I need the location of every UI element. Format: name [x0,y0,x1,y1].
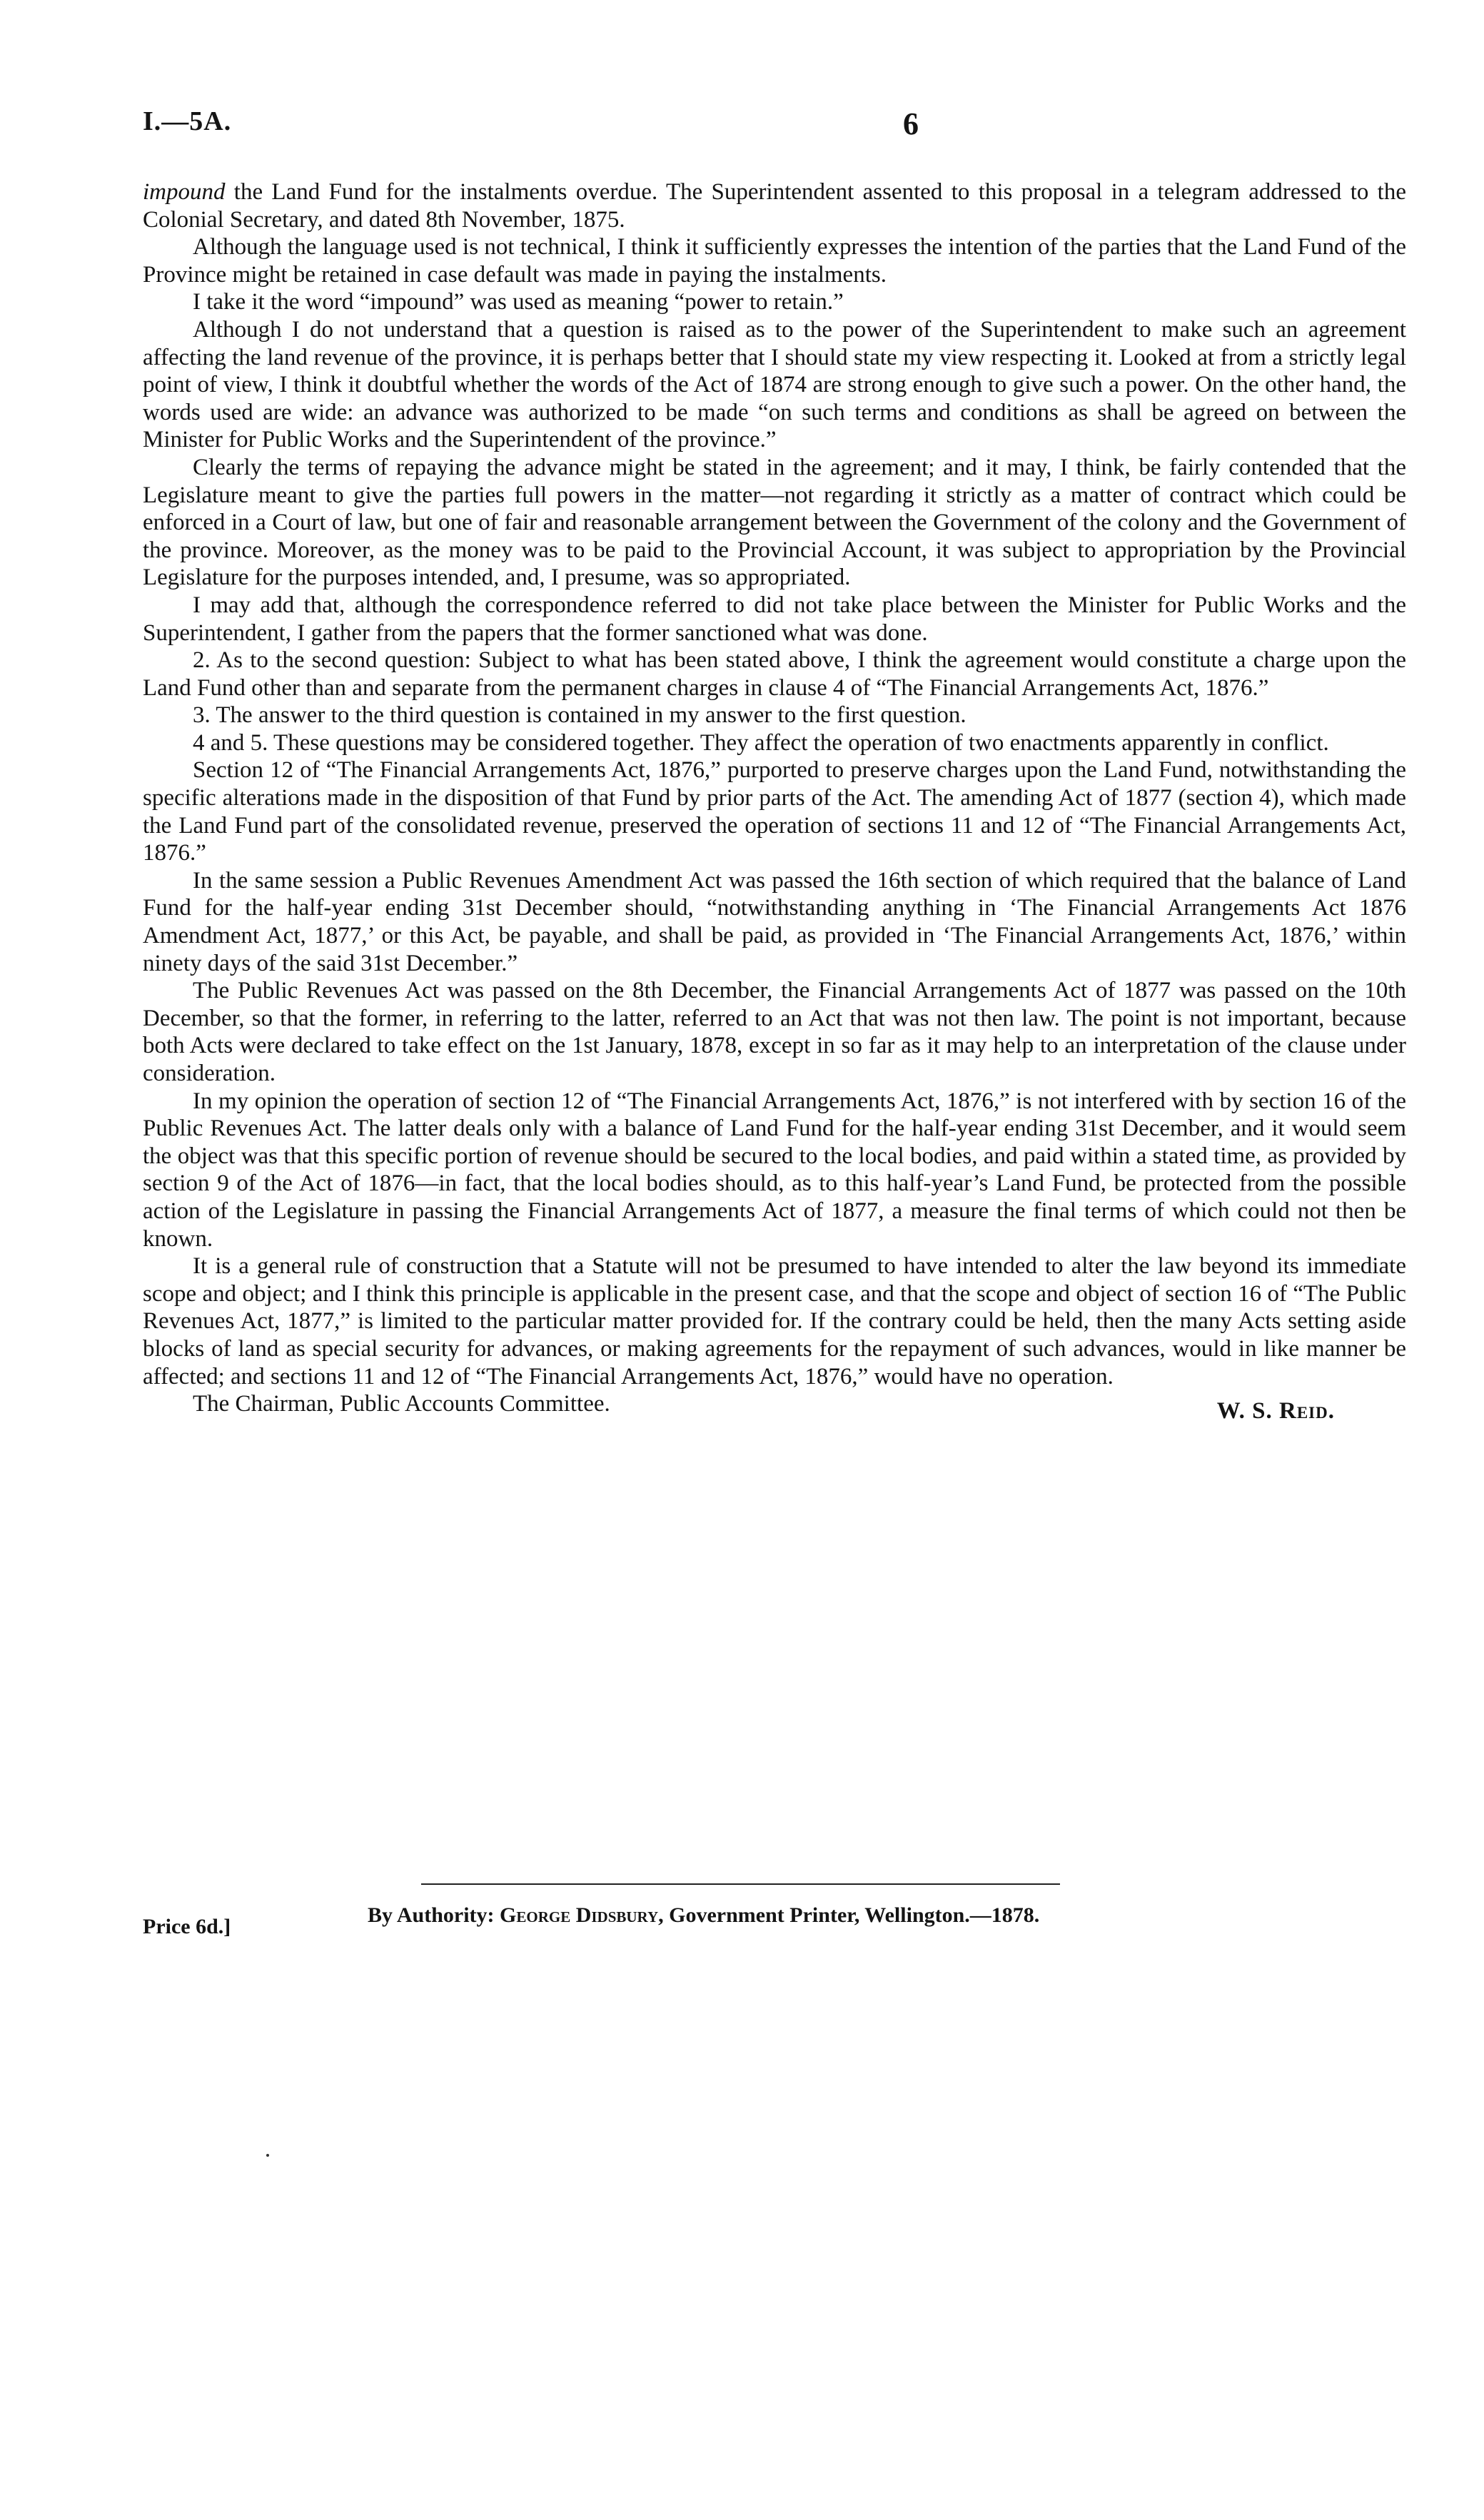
addressee: The Chairman, Public Accounts Committee. [193,1391,610,1417]
ink-speck [266,2154,269,2157]
imprint-prefix: By Authority: [368,1903,500,1927]
page-number: 6 [903,106,919,141]
paragraph: I may add that, although the correspondence referred to did not take place between the Minister for Public Works and the Superintendent, I gather from the papers that the former sanctioned what was done. [143,592,1406,646]
price-note: Price 6d.] [143,1915,231,1938]
paragraph: The Public Revenues Act was passed on the 8th December, the Financial Arrangements Act of 1877 was passed on the 10th December, so that the former, in referring to the latter, referred to an Act that was not then law. The point is not important, because both Acts were declared to take effect on the 1st January, 1878, except in so far as it may help to an interpretation of the clause under consideration. [143,978,1406,1086]
signoff [143,1390,1406,1425]
paragraph: I take it the word “impound” was used as meaning “power to retain.” [193,289,844,315]
paragraph: Although I do not understand that a question is raised as to the power of the Superintendent to make such an agreement affecting the land revenue of the province, it is perhaps better that I should state my view respecting it. Looked at from a strictly legal point of view, I think it doubtful whether the words of the Act of 1874 are strong enough to give such a power. On the other hand, the words used are wide: an advance was authorized to be made “on such terms and conditions as shall be agreed on between the Minister for Public Works and the Superintendent of the province.” [143,316,1406,453]
paragraph: 2. As to the second question: Subject to what has been stated above, I think the agreement would constitute a charge upon the Land Fund other than and separate from the permanent charges in clause 4 of “The Financial Arrangements Act, 1876.” [143,647,1406,701]
document-body [143,178,1406,1425]
page-header [143,106,1406,148]
paragraph: Section 12 of “The Financial Arrangements Act, 1876,” purported to preserve charges upon the Land Fund, notwithstanding the specific alterations made in the disposition of that Fund by prior parts of the Act. The amending Act of 1877 (section 4), which made the Land Fund part of the consolidated revenue, preserved the operation of sections 11 and 12 of “The Financial Arrangements Act, 1876.” [143,757,1406,866]
paragraph: 3. The answer to the third question is contained in my answer to the first question. [193,702,966,729]
paragraph-text: the Land Fund for the instalments overdue. The Superintendent assented to this proposal in a telegram addressed to the Colonial Secretary, and dated 8th November, 1875. [143,179,1406,233]
paragraph: Although the language used is not technical, I think it sufficiently expresses the intention of the parties that the Land Fund of the Province might be retained in case default was made in paying the instalments. [143,234,1406,288]
paragraph: It is a general rule of construction that a Statute will not be presumed to have intended to alter the law beyond its immediate scope and object; and I think this principle is applicable in the present case, and that the scope and object of section 16 of “The Public Revenues Act, 1877,” is limited to the particular matter provided for. If the contrary could be held, then the many Acts setting aside blocks of land as special security for advances, or making agreements for the repayment of such advances, would in like manner be affected; and sections 11 and 12 of “The Financial Arrangements Act, 1876,” would have no operation. [143,1253,1406,1390]
signature-initials: W. S. R [1216,1398,1297,1425]
paragraph: Clearly the terms of repaying the advance might be stated in the agreement; and it may, I think, be fairly contended that the Legislature meant to give the parties full powers in the matter—not regarding it strictly as a matter of contract which could be enforced in a Court of law, but one of fair and reasonable arrangement between the Government of the colony and the Government of the province. Moreover, as the money was to be paid to the Provincial Account, it was subject to appropriation by the Provincial Legislature for the purposes intended, and, I presume, was so appropriated. [143,454,1406,591]
paragraph: In the same session a Public Revenues Amendment Act was passed the 16th section of which required that the balance of Land Fund for the half-year ending 31st December should, “notwithstanding anything in ‘The Financial Arrangements Act 1876 Amendment Act, 1877,’ or this Act, be payable, and shall be paid, as provided in ‘The Financial Arrangements Act, 1876,’ within ninety days of the said 31st December.” [143,867,1406,976]
paragraph [143,178,1406,233]
paragraph: In my opinion the operation of section 12 of “The Financial Arrangements Act, 1876,” is not interfered with by section 16 of the Public Revenues Act. The latter deals only with a balance of Land Fund for the half-year ending 31st December, and it would seem the object was that this specific portion of revenue should be secured to the local bodies, and paid within a stated time, as provided by section 9 of the Act of 1876—in fact, that the local bodies should, as to this half-year’s Land Fund, be protected from the possible action of the Legislature in passing the Financial Arrangements Act of 1877, a measure the final terms of which could not then be known. [143,1088,1406,1252]
signature [1217,1397,1335,1425]
signature-surname: eid. [1296,1398,1335,1425]
printer-imprint [368,1903,1039,1928]
imprint-suffix: , Government Printer, Wellington.—1878. [658,1903,1040,1927]
document-reference: I.—5A. [143,106,232,136]
printer-name: George Didsbury [500,1903,659,1927]
paragraph: 4 and 5. These questions may be considered together. They affect the operation of two enactments apparently in conflict. [193,729,1329,756]
italic-lead-word: impound [143,179,226,205]
footer-rule [421,1883,1060,1885]
